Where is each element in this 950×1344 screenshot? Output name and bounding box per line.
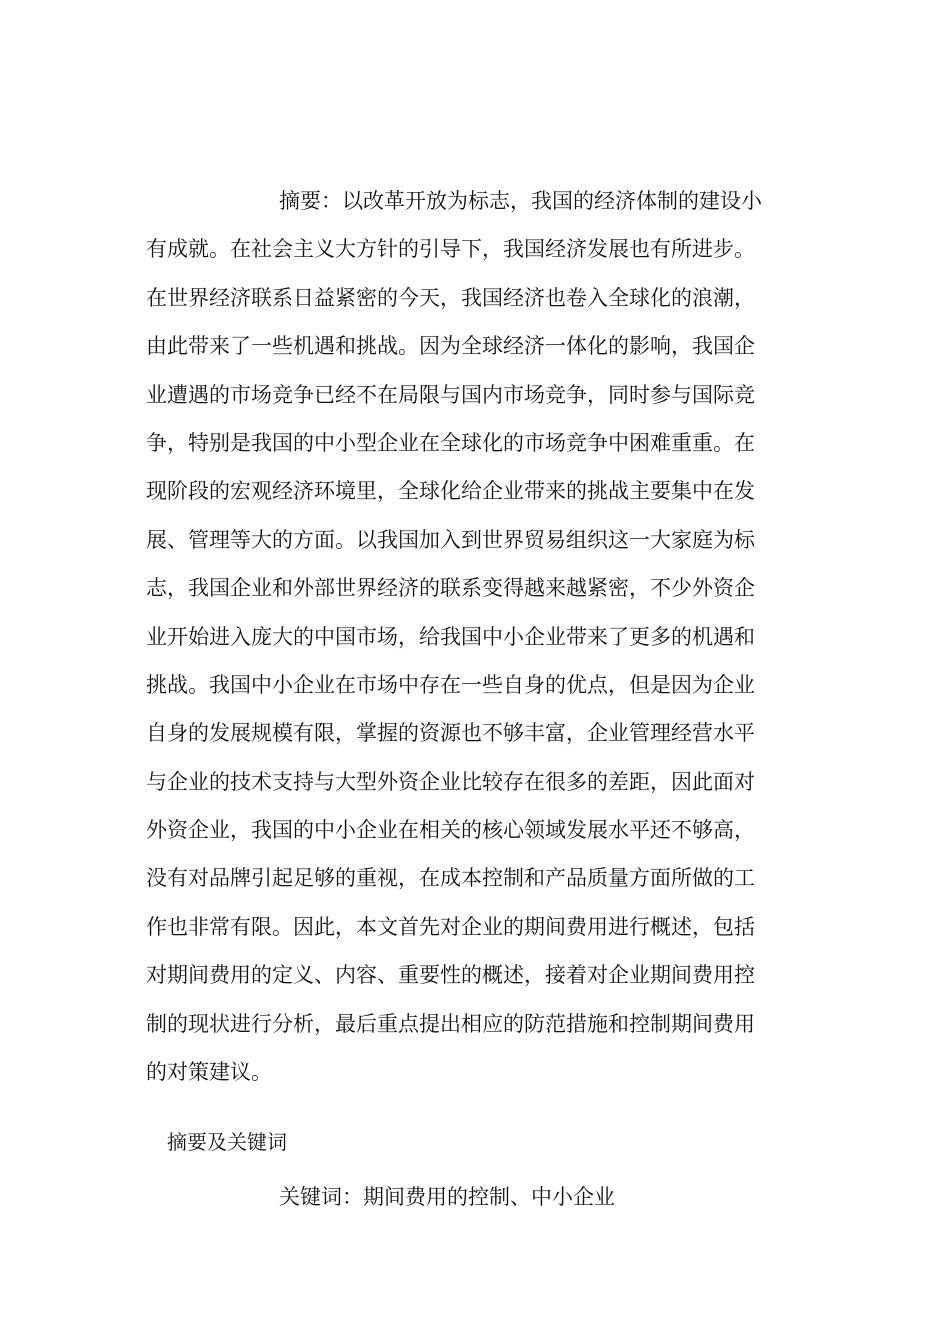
abstract-line: 外资企业，我国的中小企业在相关的核心领域发展水平还不够高， bbox=[146, 818, 755, 843]
abstract-line: 业遭遇的市场竞争已经不在局限与国内市场竞争，同时参与国际竞 bbox=[146, 382, 755, 407]
abstract-line: 现阶段的宏观经济环境里，全球化给企业带来的挑战主要集中在发 bbox=[146, 479, 755, 504]
abstract-line: 业开始进入庞大的中国市场，给我国中小企业带来了更多的机遇和 bbox=[146, 624, 755, 649]
abstract-line: 挑战。我国中小企业在市场中存在一些自身的优点，但是因为企业 bbox=[146, 672, 755, 697]
abstract-line: 制的现状进行分析，最后重点提出相应的防范措施和控制期间费用 bbox=[146, 1011, 755, 1036]
abstract-line: 争，特别是我国的中小型企业在全球化的市场竞争中困难重重。在 bbox=[146, 430, 755, 455]
abstract-line: 志，我国企业和外部世界经济的联系变得越来越紧密，不少外资企 bbox=[146, 576, 755, 601]
section-heading: 摘要及关键词 bbox=[167, 1130, 287, 1154]
abstract-line: 在世界经济联系日益紧密的今天，我国经济也卷入全球化的浪潮， bbox=[146, 285, 755, 310]
abstract-line: 展、管理等大的方面。以我国加入到世界贸易组织这一大家庭为标 bbox=[146, 527, 755, 552]
abstract-line: 作也非常有限。因此，本文首先对企业的期间费用进行概述，包括 bbox=[146, 914, 755, 939]
abstract-line: 自身的发展规模有限，掌握的资源也不够丰富，企业管理经营水平 bbox=[146, 721, 755, 746]
abstract-paragraph bbox=[146, 183, 806, 1102]
abstract-line: 有成就。在社会主义大方针的引导下，我国经济发展也有所进步。 bbox=[146, 237, 755, 262]
abstract-line: 的对策建议。 bbox=[146, 1060, 272, 1085]
abstract-line: 没有对品牌引起足够的重视，在成本控制和产品质量方面所做的工 bbox=[146, 866, 755, 891]
abstract-line: 摘要：以改革开放为标志，我国的经济体制的建设小 bbox=[279, 189, 762, 213]
abstract-line: 与企业的技术支持与大型外资企业比较存在很多的差距，因此面对 bbox=[146, 769, 755, 794]
abstract-line: 对期间费用的定义、内容、重要性的概述，接着对企业期间费用控 bbox=[146, 963, 755, 988]
keywords-line: 关键词：期间费用的控制、中小企业 bbox=[279, 1185, 615, 1209]
abstract-line: 由此带来了一些机遇和挑战。因为全球经济一体化的影响，我国企 bbox=[146, 334, 755, 359]
